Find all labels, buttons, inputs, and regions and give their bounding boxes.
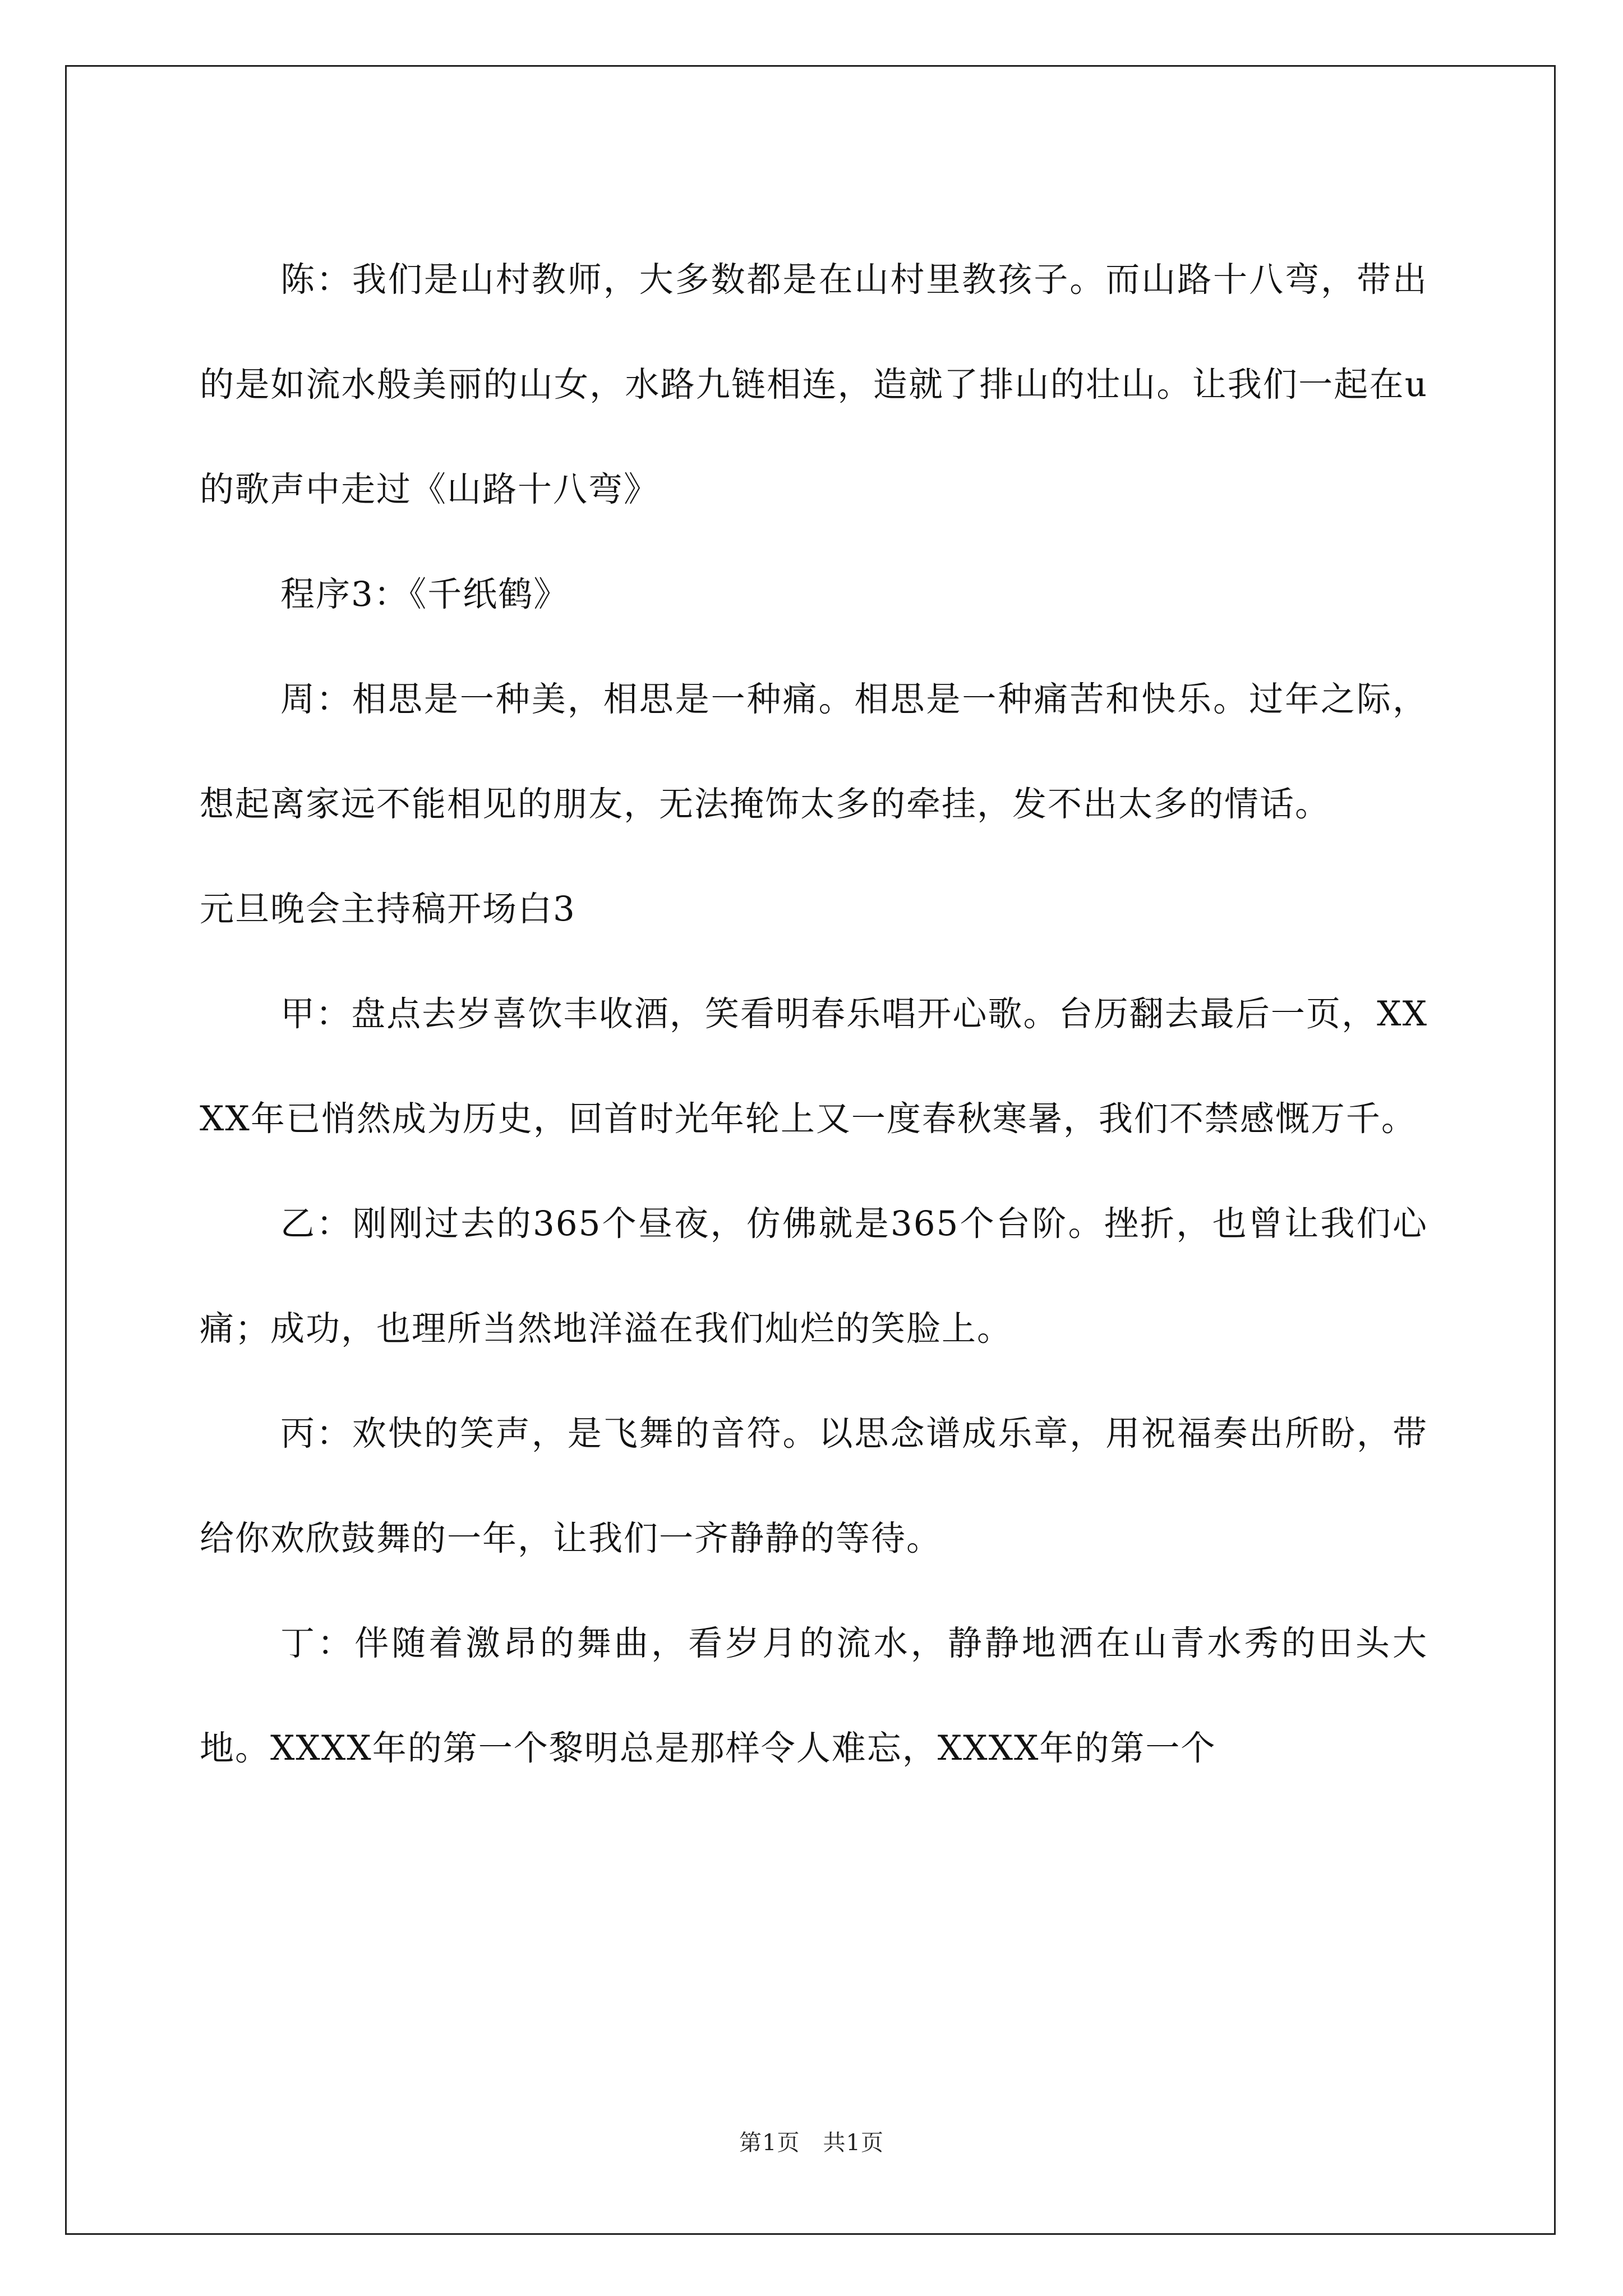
page-footer: 第1页 共1页 — [739, 2130, 884, 2156]
paragraph-jia: 甲：盘点去岁喜饮丰收酒，笑看明春乐唱开心歌。台历翻去最后一页，XXXX年已悄然成为历史，回首时光年轮上又一度春秋寒暑，我们不禁感慨万千。 — [200, 994, 1428, 1139]
document-body — [200, 227, 1428, 1801]
paragraph-ding: 丁：伴随着激昂的舞曲，看岁月的流水，静静地洒在山青水秀的田头大地。XXXX年的第一个黎明总是那样令人难忘，XXXX年的第一个 — [200, 1623, 1428, 1768]
paragraph-bing: 丙：欢快的笑声，是飞舞的音符。以思念谱成乐章，用祝福奏出所盼，带给你欢欣鼓舞的一年，让我们一齐静静的等待。 — [200, 1414, 1428, 1558]
paragraph-program-3: 程序3：《千纸鹤》 — [280, 574, 569, 614]
paragraph-chen: 陈：我们是山村教师，大多数都是在山村里教孩子。而山路十八弯，带出的是如流水般美丽的山女，水路九链相连，造就了排山的壮山。让我们一起在u的歌声中走过《山路十八弯》 — [200, 260, 1428, 509]
paragraph-yi: 乙：刚刚过去的365个昼夜，仿佛就是365个台阶。挫折，也曾让我们心痛；成功，也理所当然地洋溢在我们灿烂的笑脸上。 — [200, 1204, 1428, 1349]
paragraph-zhou: 周：相思是一种美，相思是一种痛。相思是一种痛苦和快乐。过年之际，想起离家远不能相见的朋友，无法掩饰太多的牵挂，发不出太多的情话。 — [200, 679, 1428, 824]
section-heading: 元旦晚会主持稿开场白3 — [200, 889, 576, 929]
